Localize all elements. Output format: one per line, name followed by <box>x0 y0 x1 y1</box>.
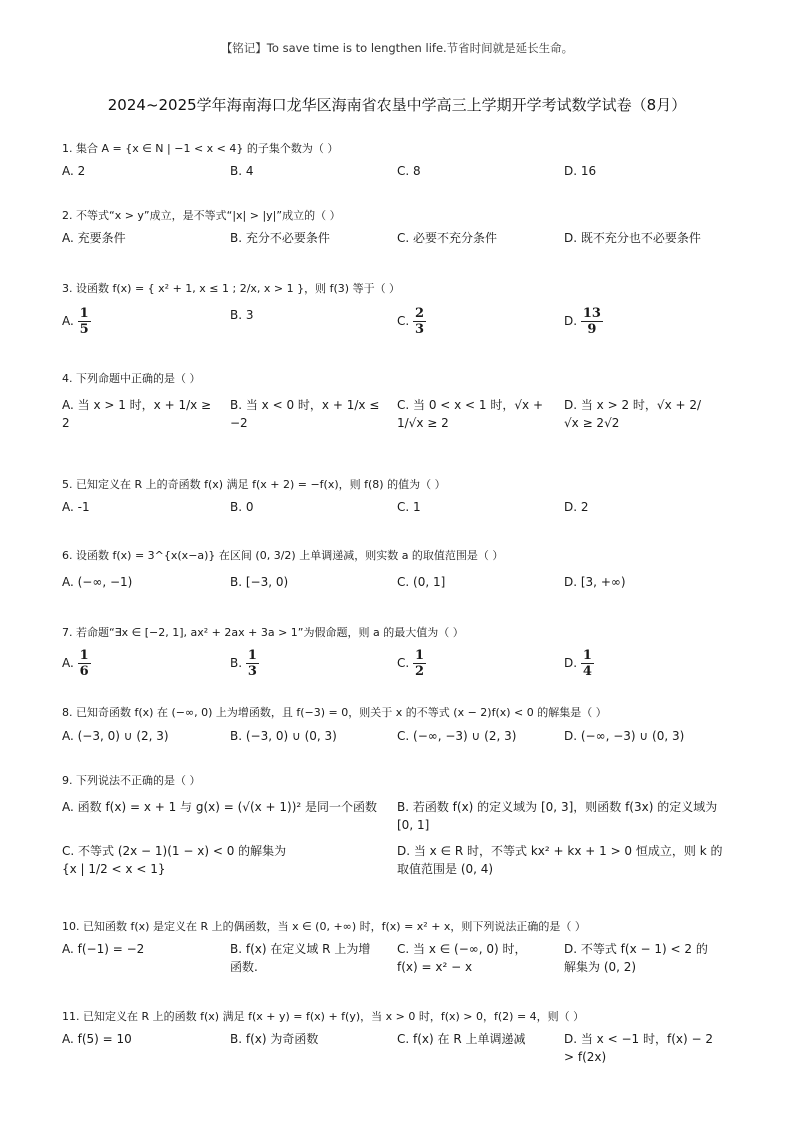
fraction: $\frac{1}{5}$ <box>79 306 89 337</box>
question-stem: 11. 已知定义在 R 上的函数 f(x) 满足 f(x + y) = f(x) + f(y)，当 x > 0 时，f(x) > 0，f(2) = 4，则（ ） <box>62 1010 585 1023</box>
option-d: D. 16 <box>564 164 597 178</box>
option-d: D. 不等式 f(x − 1) < 2 的解集为 (0, 2) <box>564 942 708 974</box>
page-header-motto: 【铭记】To save time is to lengthen life.节省时间就是延长生命。 <box>220 41 574 55</box>
option-d: D. 2 <box>564 500 589 514</box>
option-b <box>230 648 259 679</box>
option-a: A. 当 x > 1 时，x + 1/x ≥ 2 <box>62 398 212 430</box>
question-stem: 1. 集合 A = {x ∈ N | −1 < x < 4} 的子集个数为（ ） <box>62 142 339 155</box>
option-a: A. (−∞, −1) <box>62 575 133 589</box>
option-b: B. 当 x < 0 时，x + 1/x ≤ −2 <box>230 398 380 430</box>
fraction: $\frac{2}{3}$ <box>415 306 425 337</box>
question-5 <box>62 476 742 514</box>
option-c: C. (−∞, −3) ∪ (2, 3) <box>397 729 517 743</box>
option-a: A. f(−1) = −2 <box>62 942 145 956</box>
option-label: A. <box>62 314 74 328</box>
option-b: B. 若函数 f(x) 的定义域为 [0, 3]，则函数 f(3x) 的定义域为 [0, 1] <box>397 800 718 832</box>
option-c <box>397 306 426 337</box>
option-c: C. 不等式 (2x − 1)(1 − x) < 0 的解集为 {x | 1/2 < x < 1} <box>62 844 287 876</box>
question-10 <box>62 918 742 974</box>
option-b: B. 充分不必要条件 <box>230 231 330 245</box>
question-stem: 5. 已知定义在 R 上的奇函数 f(x) 满足 f(x + 2) = −f(x)，则 f(8) 的值为（ ） <box>62 478 446 491</box>
question-8 <box>62 704 742 743</box>
question-3 <box>62 280 742 337</box>
fraction: $\frac{1}{3}$ <box>247 648 257 679</box>
question-7 <box>62 624 742 679</box>
option-d: D. 既不充分也不必要条件 <box>564 231 701 245</box>
question-stem: 2. 不等式“x > y”成立，是不等式“|x| > |y|”成立的（ ） <box>62 209 341 222</box>
fraction: $\frac{13}{9}$ <box>582 306 601 337</box>
question-4 <box>62 370 742 430</box>
option-a <box>62 648 91 679</box>
option-a <box>62 306 91 337</box>
option-label: B. <box>230 656 243 670</box>
option-b: B. 0 <box>230 500 254 514</box>
option-d: D. 当 x < −1 时，f(x) − 2 > f(2x) <box>564 1032 713 1064</box>
fraction: $\frac{1}{2}$ <box>415 648 425 679</box>
option-c: C. 当 x ∈ (−∞, 0) 时，f(x) = x² − x <box>397 942 527 974</box>
option-d <box>564 648 594 679</box>
question-stem: 4. 下列命题中正确的是（ ） <box>62 372 201 385</box>
option-label: C. <box>397 314 410 328</box>
option-c: C. (0, 1] <box>397 575 446 589</box>
option-b: B. (−3, 0) ∪ (0, 3) <box>230 729 337 743</box>
option-b: B. 3 <box>230 308 254 322</box>
fraction: $\frac{1}{6}$ <box>79 648 89 679</box>
option-a: A. (−3, 0) ∪ (2, 3) <box>62 729 169 743</box>
option-label: D. <box>564 656 578 670</box>
option-label: A. <box>62 656 74 670</box>
option-label: C. <box>397 656 410 670</box>
option-a: A. f(5) = 10 <box>62 1032 132 1046</box>
option-label: D. <box>564 314 578 328</box>
option-a: A. 函数 f(x) = x + 1 与 g(x) = (√(x + 1))² 是同一个函数 <box>62 800 378 814</box>
option-a: A. 2 <box>62 164 86 178</box>
option-d: D. [3, +∞) <box>564 575 626 589</box>
option-c: C. 当 0 < x < 1 时，√x + 1/√x ≥ 2 <box>397 398 543 430</box>
question-stem: 10. 已知函数 f(x) 是定义在 R 上的偶函数，当 x ∈ (0, +∞) 时，f(x) = x² + x，则下列说法正确的是（ ） <box>62 920 586 933</box>
option-c: C. f(x) 在 R 上单调递减 <box>397 1032 526 1046</box>
question-stem: 9. 下列说法不正确的是（ ） <box>62 774 201 787</box>
option-c: C. 8 <box>397 164 421 178</box>
option-c: C. 必要不充分条件 <box>397 231 498 245</box>
question-stem: 7. 若命题“∃x ∈ [−2, 1], ax² + 2ax + 3a > 1”为假命题，则 a 的最大值为（ ） <box>62 626 464 639</box>
option-b: B. [−3, 0) <box>230 575 289 589</box>
option-d: D. 当 x > 2 时，√x + 2/√x ≥ 2√2 <box>564 398 702 430</box>
option-a: A. -1 <box>62 500 90 514</box>
question-stem: 8. 已知奇函数 f(x) 在 (−∞, 0) 上为增函数，且 f(−3) = 0，则关于 x 的不等式 (x − 2)f(x) < 0 的解集是（ ） <box>62 706 607 719</box>
option-c: C. 1 <box>397 500 421 514</box>
option-a: A. 充要条件 <box>62 231 126 245</box>
exam-title: 2024~2025学年海南海口龙华区海南省农垦中学高三上学期开学考试数学试卷（8月） <box>107 96 687 114</box>
question-1 <box>62 140 742 178</box>
option-b: B. f(x) 在定义域 R 上为增函数. <box>230 942 371 974</box>
question-9 <box>62 772 742 876</box>
question-2 <box>62 207 742 245</box>
option-d: D. (−∞, −3) ∪ (0, 3) <box>564 729 685 743</box>
question-stem: 3. 设函数 f(x) = { x² + 1, x ≤ 1 ; 2/x, x > 1 }，则 f(3) 等于（ ） <box>62 282 401 295</box>
option-c <box>397 648 426 679</box>
fraction: $\frac{1}{4}$ <box>582 648 592 679</box>
option-b: B. 4 <box>230 164 254 178</box>
question-6 <box>62 547 742 589</box>
option-d <box>564 306 603 337</box>
option-b: B. f(x) 为奇函数 <box>230 1032 319 1046</box>
question-11 <box>62 1008 742 1064</box>
question-stem: 6. 设函数 f(x) = 3^{x(x−a)} 在区间 (0, 3/2) 上单调递减，则实数 a 的取值范围是（ ） <box>62 549 504 562</box>
option-d: D. 当 x ∈ R 时，不等式 kx² + kx + 1 > 0 恒成立，则 k 的取值范围是 (0, 4) <box>397 844 723 876</box>
